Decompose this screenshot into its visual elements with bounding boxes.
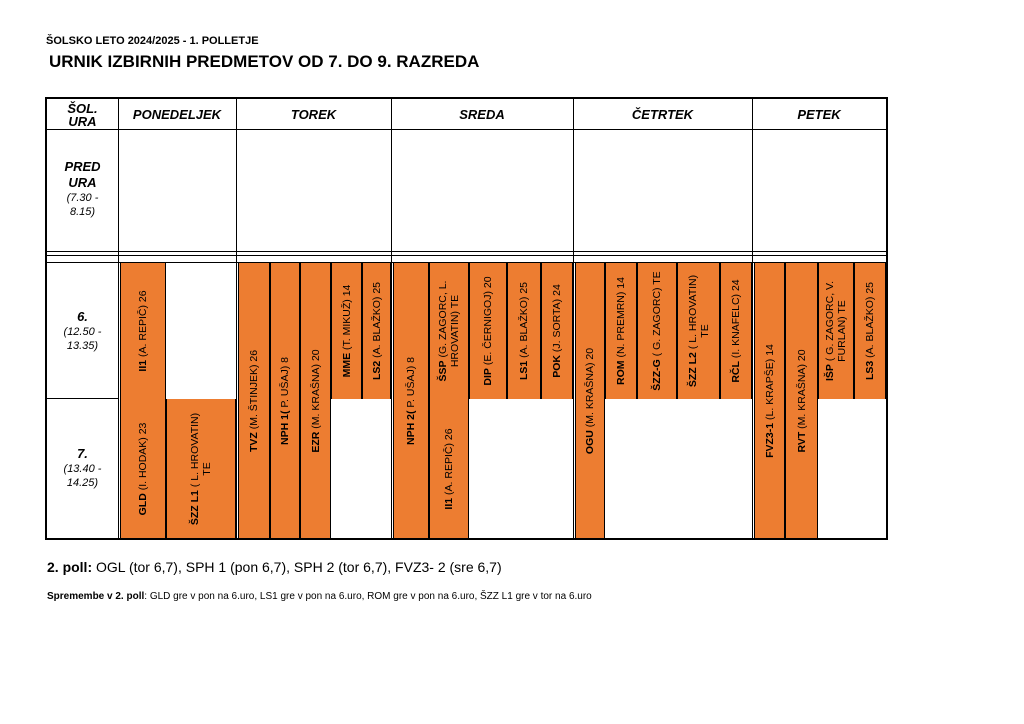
subject-cell: NPH 1( P. UŠAJ) 8 xyxy=(270,263,300,538)
poll-text: OGL (tor 6,7), SPH 1 (pon 6,7), SPH 2 (tor 6,7), FVZ3- 2 (sre 6,7) xyxy=(92,559,502,575)
row-label-6 xyxy=(47,309,118,353)
subject-cell: ŠZZ L2 ( L. HROVATIN) TE xyxy=(677,263,720,399)
day-header-tuesday: TOREK xyxy=(290,107,337,122)
subject-cell: ŠSP (G. ZAGORC, L. HROVATIN) TE xyxy=(429,263,469,399)
day-header-thursday: ČETRTEK xyxy=(631,107,694,122)
subject-cell: DIP (E. ČERNIGOJ) 20 xyxy=(469,263,507,399)
subject-cell: IŠP ( G. ZAGORC, V. FURLAN) TE xyxy=(818,263,854,399)
row-label-divider xyxy=(47,398,118,399)
subject-cell: RVT (M. KRAŠNA) 20 xyxy=(785,263,818,538)
preura-time-1: (7.30 - xyxy=(66,192,99,204)
preura-divider-2 xyxy=(47,255,886,256)
subject-cell: MME (T. MIKUŽ) 14 xyxy=(331,263,362,399)
col-divider-2 xyxy=(236,99,237,538)
subject-cell: II1 (A. REPIČ) 26 xyxy=(429,399,469,538)
col-divider-1 xyxy=(118,99,119,538)
day-header-monday: PONEDELJEK xyxy=(132,107,222,122)
subject-cell: TVZ (M. ŠTINJEK) 26 xyxy=(238,263,270,538)
subject-cell: RČL (I. KNAFELC) 24 xyxy=(720,263,752,399)
row6-time-1: (12.50 - xyxy=(63,326,102,338)
school-year-subtitle: ŠOLSKO LETO 2024/2025 - 1. POLLETJE xyxy=(46,35,259,47)
col-divider-4 xyxy=(573,99,574,538)
changes-label: Spremembe v 2. poll xyxy=(47,591,145,602)
corner-line-1: ŠOL. xyxy=(67,100,98,116)
row7-label: 7. xyxy=(77,446,88,461)
subject-cell: LS3 (A. BLAŽKO) 25 xyxy=(854,263,886,399)
schedule-table xyxy=(45,97,888,540)
changes-text: : GLD gre v pon na 6.uro, LS1 gre v pon na 6.uro, ROM gre v pon na 6.uro, ŠZZ L1 gre v tor na 6.uro xyxy=(144,591,592,602)
preura-time-2: 8.15) xyxy=(69,206,96,218)
row7-time-1: (13.40 - xyxy=(63,463,102,475)
col-divider-3 xyxy=(391,99,392,538)
day-header-friday: PETEK xyxy=(797,107,841,122)
subject-cell: EZR (M. KRAŠNA) 20 xyxy=(300,263,331,538)
corner-line-2: URA xyxy=(68,113,97,129)
row-label-preura xyxy=(47,159,118,219)
subject-cell: FVZ3-1 (L. KRAPŠE) 14 xyxy=(754,263,785,538)
day-header-wednesday: SREDA xyxy=(459,107,505,122)
subject-cell: POK (J. SORTA) 24 xyxy=(541,263,573,399)
subject-cell: NPH 2( P. UŠAJ) 8 xyxy=(393,263,429,538)
subject-cell: OGU (M. KRAŠNA) 20 xyxy=(575,263,605,538)
preura-line-1: PRED xyxy=(64,159,101,174)
row6-label: 6. xyxy=(77,309,88,324)
second-semester-note xyxy=(47,559,502,575)
preura-line-2: URA xyxy=(68,175,97,190)
page-title: URNIK IZBIRNIH PREDMETOV OD 7. DO 9. RAZREDA xyxy=(49,52,480,71)
subject-cell: ŠZZ L1 ( L. HROVATIN) TE xyxy=(166,399,236,538)
subject-cell: LS1 (A. BLAŽKO) 25 xyxy=(507,263,541,399)
subject-cell: LS2 (A. BLAŽKO) 25 xyxy=(362,263,391,399)
subject-cell: GLD (I. HODAK) 23 xyxy=(120,399,166,538)
col-divider-5 xyxy=(752,99,753,538)
subject-cell: II1 (A. REPIČ) 26 xyxy=(120,263,166,399)
row6-time-2: 13.35) xyxy=(66,340,99,352)
preura-divider-1 xyxy=(47,251,886,252)
row7-time-2: 14.25) xyxy=(66,477,99,489)
poll-label: 2. poll: xyxy=(47,559,93,575)
row-label-7 xyxy=(47,446,118,490)
subject-cell: ROM (N. PREMRN) 14 xyxy=(605,263,637,399)
subject-cell: ŠZZ-G ( G. ZAGORC) TE xyxy=(637,263,677,399)
changes-note xyxy=(47,591,592,602)
corner-header xyxy=(47,99,118,130)
